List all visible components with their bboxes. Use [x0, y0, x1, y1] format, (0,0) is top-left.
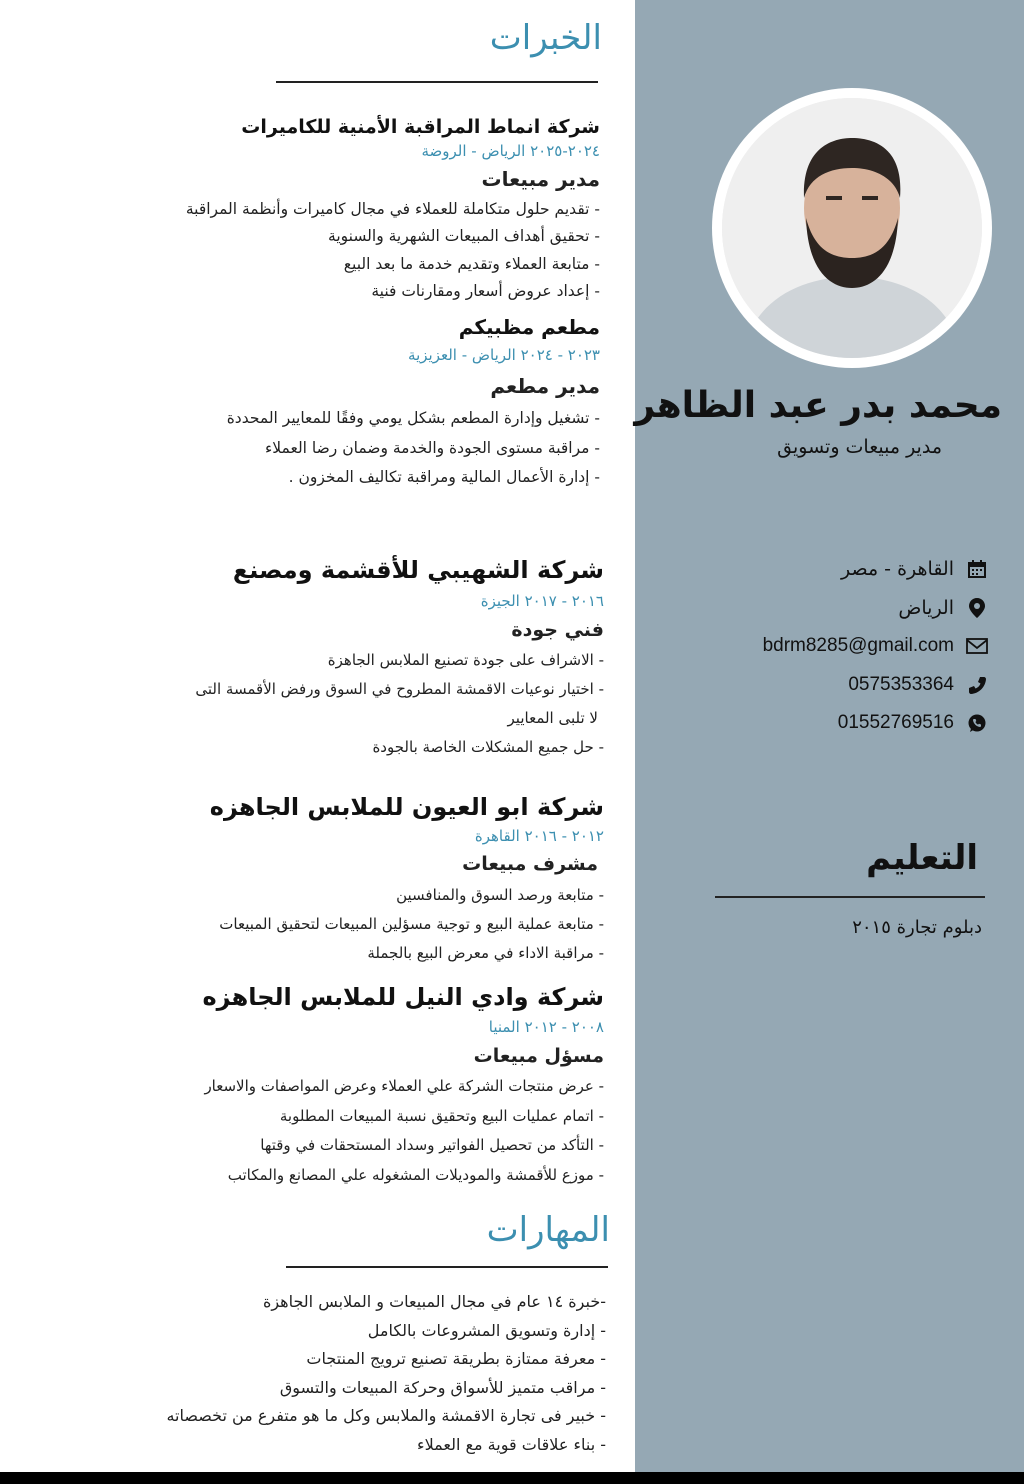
job-bullet: - متابعة عملية البيع و توجية مسؤلين المبيعات لتحقيق المبيعات — [219, 915, 604, 933]
job-bullet: - تحقيق أهداف المبيعات الشهرية والسنوية — [328, 227, 600, 246]
job-role: مدير مطعم — [490, 374, 600, 398]
job-meta: ٢٠٠٨ - ٢٠١٢ المنيا — [488, 1018, 604, 1036]
job-entry — [186, 114, 600, 305]
location-pin-icon — [966, 597, 988, 619]
contact-phone-text[interactable]: 0575353364 — [848, 673, 954, 695]
job-bullet: - مراقبة الاداء في معرض البيع بالجملة — [367, 944, 604, 962]
skill-item: - مراقب متميز للأسواق وحركة المبيعات والتسوق — [279, 1377, 606, 1397]
skill-item: - بناء علاقات قوية مع العملاء — [417, 1434, 606, 1454]
skill-item: -خبرة ١٤ عام في مجال المبيعات و الملابس الجاهزة — [262, 1292, 606, 1311]
job-bullet: - الاشراف على جودة تصنيع الملابس الجاهزة — [327, 651, 604, 669]
contact-city — [648, 589, 988, 628]
job-bullet: لا تلبى المعايير — [507, 709, 598, 727]
contact-email-text[interactable]: bdrm8285@gmail.com — [762, 635, 954, 657]
job-entry — [195, 552, 604, 762]
job-company: شركة انماط المراقبة الأمنية للكاميرات — [241, 116, 600, 138]
contact-location — [648, 550, 988, 589]
contact-email[interactable] — [648, 627, 988, 666]
job-company: شركة الشهيبي للأقشمة ومصنع — [232, 556, 604, 584]
job-bullet: - اتمام عمليات البيع وتحقيق نسبة المبيعات المطلوبة — [279, 1106, 604, 1125]
job-meta: ٢٠١٢ - ٢٠١٦ القاهرة — [474, 827, 604, 845]
job-bullet: - متابعة ورصد السوق والمنافسين — [396, 886, 604, 904]
whatsapp-icon — [966, 712, 988, 734]
job-role: مسؤل مبيعات — [473, 1045, 604, 1067]
job-bullets — [202, 1072, 604, 1190]
profile-photo-frame — [712, 88, 992, 368]
job-bullet: - تقديم حلول متكاملة للعملاء في مجال كاميرات وأنظمة المراقبة — [185, 200, 600, 218]
education-divider — [715, 896, 985, 898]
person-avatar-icon — [722, 98, 982, 358]
email-icon — [966, 635, 988, 657]
contact-phone[interactable] — [648, 666, 988, 705]
job-bullet: - مراقبة مستوى الجودة والخدمة وضمان رضا العملاء — [264, 438, 600, 457]
job-role: فني جودة — [511, 619, 604, 641]
job-company: شركة وادي النيل للملابس الجاهزه — [202, 983, 604, 1011]
job-bullet: - تشغيل وإدارة المطعم بشكل يومي وفقًا للمعايير المحددة — [226, 409, 600, 427]
job-bullet: - عرض منتجات الشركة علي العملاء وعرض المواصفات والاسعار — [204, 1077, 604, 1095]
skill-item: - إدارة وتسويق المشروعات بالكامل — [367, 1320, 606, 1340]
job-bullets — [195, 646, 604, 762]
contact-city-text: الرياض — [898, 596, 954, 619]
contact-whatsapp[interactable] — [648, 704, 988, 743]
phone-icon — [966, 674, 988, 696]
experience-title: الخبرات — [489, 18, 602, 58]
job-entry — [210, 789, 604, 968]
job-bullets — [186, 196, 600, 305]
profile-name: محمد بدر عبد الظاهر — [634, 385, 1002, 426]
skills-divider — [286, 1266, 608, 1268]
skills-list — [166, 1288, 606, 1460]
job-entry — [202, 980, 604, 1190]
profile-role: مدير مبيعات وتسويق — [777, 436, 942, 458]
job-bullet: - حل جميع المشكلات الخاصة بالجودة — [372, 738, 604, 756]
job-bullet: - موزع للأقمشة والموديلات المشغوله علي المصانع والمكاتب — [227, 1165, 604, 1184]
calendar-icon — [966, 558, 988, 580]
job-company: مطعم مظبيكم — [458, 315, 600, 339]
contact-list — [648, 550, 988, 743]
bottom-bar — [0, 1472, 1024, 1484]
job-bullet: - إدارة الأعمال المالية ومراقبة تكاليف المخزون . — [288, 468, 600, 486]
job-bullet: - اختيار نوعيات الاقمشة المطروح في السوق ورفض الأقمسة التى — [195, 680, 604, 698]
skill-item: - خبير فى تجارة الاقمشة والملابس وكل ما هو متفرع من تخصصاته — [166, 1406, 606, 1426]
job-company: شركة ابو العيون للملابس الجاهزه — [209, 793, 604, 821]
job-entry — [227, 312, 600, 493]
job-role: مشرف مبيعات — [462, 853, 598, 875]
job-bullet: - التأكد من تحصيل الفواتير وسداد المستحقات في وقتها — [260, 1136, 604, 1154]
education-item: دبلوم تجارة ٢٠١٥ — [852, 917, 982, 938]
job-meta: ٢٠٢٤-٢٠٢٥ الرياض - الروضة — [421, 142, 600, 160]
profile-photo — [722, 98, 982, 358]
skill-item: - معرفة ممتازة بطريقة تصنيع ترويج المنتجات — [306, 1349, 606, 1369]
education-title: التعليم — [866, 838, 978, 878]
job-bullet: - متابعة العملاء وتقديم خدمة ما بعد البيع — [343, 254, 600, 273]
job-meta: ٢٠٢٣ - ٢٠٢٤ الرياض - العزيزية — [408, 346, 600, 364]
job-bullet: - إعداد عروض أسعار ومقارنات فنية — [371, 281, 600, 300]
job-role: مدير مبيعات — [481, 167, 600, 191]
contact-location-text: القاهرة - مصر — [841, 558, 954, 581]
job-bullets — [210, 881, 604, 968]
job-meta: ٢٠١٦ - ٢٠١٧ الجيزة — [480, 592, 604, 610]
job-bullets — [227, 404, 600, 493]
experience-divider — [276, 81, 598, 83]
contact-whatsapp-text[interactable]: 01552769516 — [837, 712, 954, 734]
skills-title: المهارات — [486, 1210, 610, 1250]
